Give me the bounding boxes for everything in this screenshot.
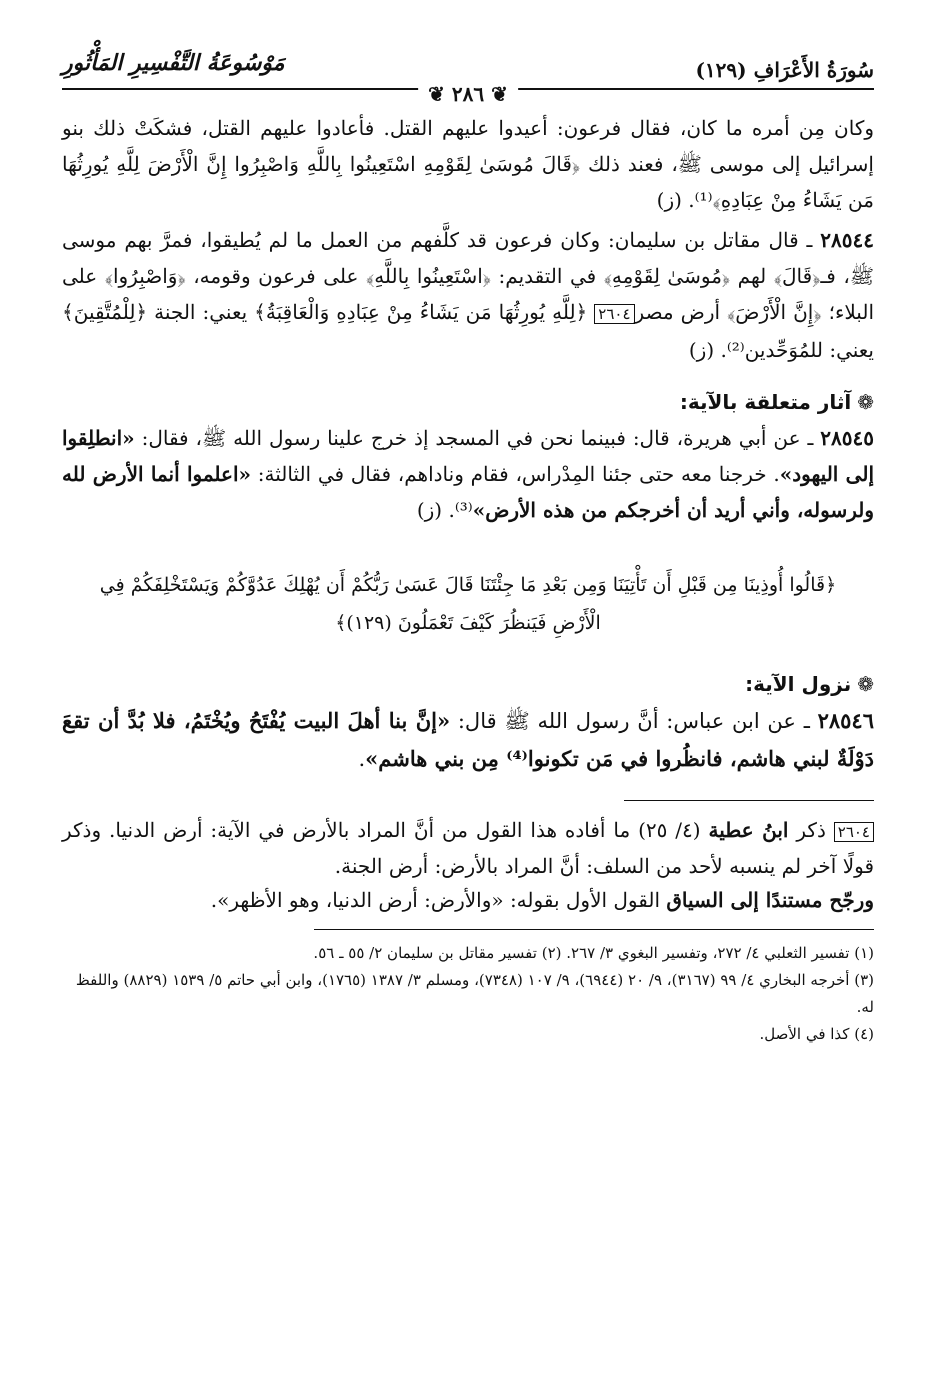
narration-text: ـ قال مقاتل بن سليمان: وكان فرعون قد كلَّفهم من العمل ما لم يُطيقوا، فمرَّ بهم موسى ﷺ، فـ﴿قَالَ﴾ لهم ﴿مُوسَىٰ لِقَوْمِهِ﴾ في التقديم: ﴿اسْتَعِينُوا بِاللَّهِ﴾ على فرعون وقومه، ﴿وَاصْبِرُوا﴾ على البلاء؛ ﴿إِنَّ الْأَرْضَ﴾ أرض مصر	[62, 228, 874, 324]
note-bold-phrase: ورجّح مستندًا إلى السياق	[666, 888, 874, 912]
surah-title: سُورَةُ الأَعْرَافِ (١٢٩)	[695, 58, 874, 82]
footnote-1-2: (١) تفسير الثعلبي ٤/ ٢٧٢، وتفسير البغوي ٣/ ٢٦٧. (٢) تفسير مقاتل بن سليمان ٢/ ٥٥ ـ ٥٦.	[313, 944, 874, 962]
page-number-text: ٢٨٦	[451, 82, 485, 106]
hadith-quote: «إنَّ بنا أهلَ البيت يُفْتَحُ ويُخْتَمُ، فلا بُدَّ أن تقعَ دَوْلَةٌ لبني هاشم، فانظُروا في مَن تكونوا⁽⁴⁾ مِن بني هاشم»	[62, 708, 874, 771]
section-title-revelation	[62, 672, 874, 696]
narration-ref: ⁽³⁾. (ز)	[416, 498, 473, 522]
footnote-4: (٤) كذا في الأصل.	[759, 1025, 874, 1043]
hadith-quote-2: «اعلموا أنما الأرض لله ولرسوله، وأني أريد أن أخرجكم من هذه الأرض»	[62, 462, 874, 522]
page-number: ❦ ٢٨٦ ❦	[418, 82, 518, 106]
editor-note	[62, 813, 874, 917]
narration-number: ٢٨٥٤٥	[820, 426, 874, 450]
page-header	[62, 44, 874, 110]
quran-verse: ﴿قَالُوا أُوذِينَا مِن قَبْلِ أَن تَأْتِيَنَا وَمِن بَعْدِ مَا جِئْتَنَا قَالَ عَسَىٰ رَبُّكُمْ أَن يُهْلِكَ عَدُوَّكُمْ وَيَسْتَخْلِفَكُمْ فِي الْأَرْضِ فَيَنظُرَ كَيْفَ تَعْمَلُونَ (١٢٩)﴾	[99, 574, 837, 634]
footnote-3: (٣) أخرجه البخاري ٤/ ٩٩ (٣١٦٧)، ٩/ ٢٠ (٦٩٤٤)، ٩/ ١٠٧ (٧٣٤٨)، ومسلم ٣/ ١٣٨٧ (١٧٦٥)، وابن أبي حاتم ٥/ ١٥٣٩ (٨٨٢٩) واللفظ له.	[75, 971, 874, 1016]
narration-text-cont: ﴿لِلَّهِ يُورِثُهَا مَن يَشَاءُ مِنْ عِبَادِهِ وَالْعَاقِبَةُ﴾ يعني: الجنة ﴿لِلْمُتَّقِينَ﴾ يعني: للمُوَحِّدين⁽²⁾. (ز)	[62, 300, 874, 362]
narration-number: ٢٨٥٤٦	[817, 708, 874, 733]
paragraph-28546	[62, 702, 874, 778]
narration-text: ـ عن ابن عباس: أنَّ رسول الله ﷺ قال:	[450, 709, 818, 733]
narration-number: ٢٨٥٤٤	[820, 228, 874, 252]
section-title-text: نزول الآية:	[745, 672, 852, 696]
narration-text-cont: . خرجنا معه حتى جئنا المِدْراس، فقام وناداهم، فقال في الثالثة:	[251, 462, 780, 486]
document-page	[62, 44, 874, 1364]
note-bold-name: ابنُ عطية	[708, 818, 789, 842]
note-text: ذكر	[788, 818, 834, 842]
book-title: مَوْسُوعَةُ التَّفْسِيرِ المَأْثُورِ	[62, 50, 285, 76]
note-text-3: القول الأول بقوله: «والأرض: أرض الدنيا، وهو الأظهر».	[210, 888, 667, 912]
paragraph-1: وكان مِن أمره ما كان، فقال فرعون: أعيدوا عليهم القتل. فأعادوا عليهم القتل، فشكَتْ ذلك بنو إسرائيل إلى موسى ﷺ، فعند ذلك ﴿قَالَ مُوسَىٰ لِقَوْمِهِ اسْتَعِينُوا بِاللَّهِ وَاصْبِرُوا إِنَّ الْأَرْضَ لِلَّهِ يُورِثُهَا مَن يَشَاءُ مِنْ عِبَادِهِ﴾⁽¹⁾. (ز)	[62, 116, 874, 212]
paragraph-28544	[62, 222, 874, 368]
hadith-quote: «انطلِقوا إلى اليهود»	[62, 426, 874, 486]
narration-end: .	[358, 747, 366, 771]
paragraph-28545	[62, 420, 874, 528]
footnotes	[62, 940, 874, 1048]
section-title-related	[62, 390, 874, 414]
note-number-box: ٢٦٠٤	[834, 822, 874, 842]
footnote-divider	[314, 929, 874, 930]
rosette-icon: ❁	[857, 390, 874, 414]
note-text-2: (٤/ ٢٥) ما أفاده هذا القول من أنَّ المراد بالأرض في الآية: أرض الدنيا. وذكر قولًا آخر لم ينسبه لأحد من السلف: أنَّ المراد بالأرض: أرض الجنة.	[62, 818, 874, 878]
note-reference-box: ٢٦٠٤	[594, 304, 634, 324]
note-divider	[624, 800, 874, 801]
narration-text: ـ عن أبي هريرة، قال: فبينما نحن في المسجد إذ خرج علينا رسول الله ﷺ، فقال:	[134, 426, 821, 450]
section-title-text: آثار متعلقة بالآية:	[679, 390, 852, 414]
rosette-icon: ❁	[857, 672, 874, 696]
